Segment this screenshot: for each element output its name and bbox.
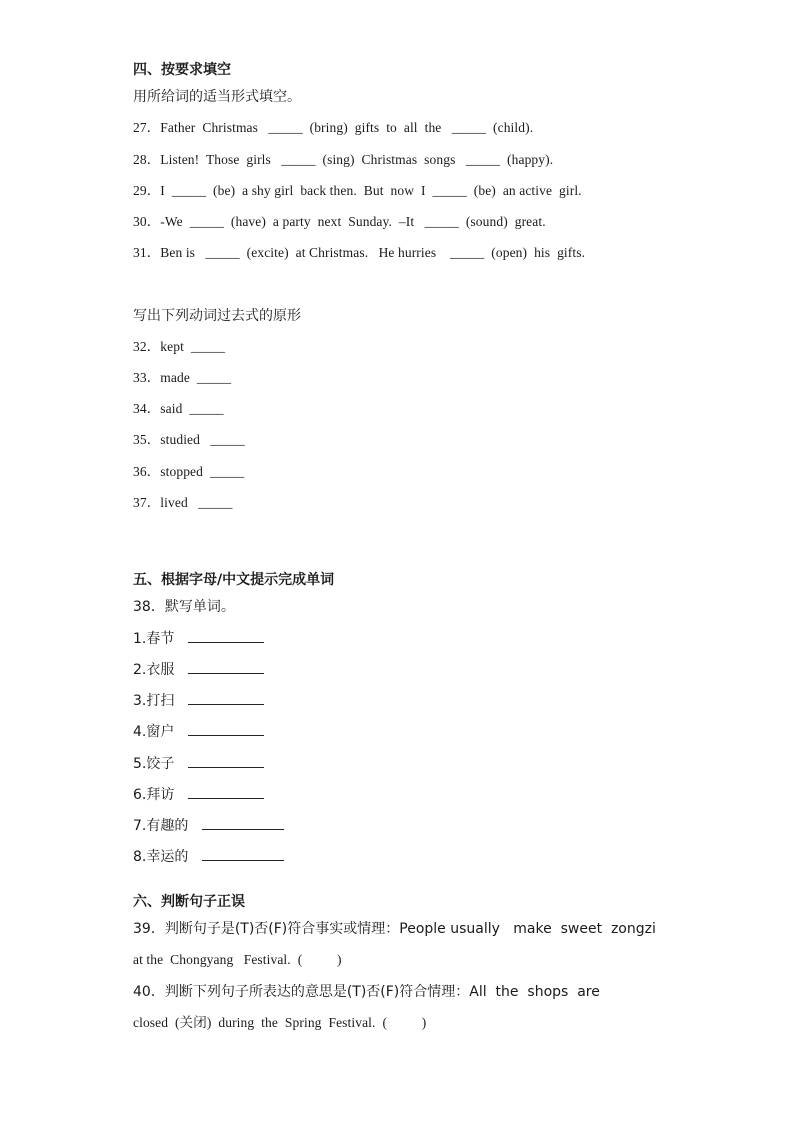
section-4-title: 四、按要求填空 xyxy=(133,62,231,78)
word-item-1 xyxy=(133,629,264,648)
word-label: 4.窗户 xyxy=(133,724,175,740)
question-38: 38．默写单词。 xyxy=(133,599,235,615)
question-35: 35．studied _____ xyxy=(133,432,245,447)
word-item-7 xyxy=(133,816,284,835)
answer-blank xyxy=(188,722,264,736)
word-label: 5.饺子 xyxy=(133,756,175,772)
answer-blank xyxy=(202,816,284,830)
question-40-line-2: closed (关闭) during the Spring Festival. ( ) xyxy=(133,1015,427,1030)
question-34: 34．said _____ xyxy=(133,401,224,416)
question-28: 28．Listen! Those girls _____ (sing) Christmas songs _____ (happy). xyxy=(133,152,554,167)
word-item-5 xyxy=(133,754,264,773)
answer-blank xyxy=(188,691,264,705)
word-label: 2.衣服 xyxy=(133,662,175,678)
answer-blank xyxy=(188,754,264,768)
section-6-title: 六、判断句子正误 xyxy=(133,894,245,910)
word-label: 1.春节 xyxy=(133,631,175,647)
section-4b-instruction: 写出下列动词过去式的原形 xyxy=(133,308,301,324)
word-label: 3.打扫 xyxy=(133,693,175,709)
question-36: 36．stopped _____ xyxy=(133,464,245,479)
word-label: 7.有趣的 xyxy=(133,818,189,834)
question-31: 31．Ben is _____ (excite) at Christmas. He hurries _____ (open) his gifts. xyxy=(133,245,586,260)
answer-blank xyxy=(202,847,284,861)
question-32: 32．kept _____ xyxy=(133,339,226,354)
question-40-line-1: 40．判断下列句子所表达的意思是(T)否(F)符合情理：All the shops are xyxy=(133,984,600,1000)
word-item-4 xyxy=(133,722,264,741)
section-5-title: 五、根据字母/中文提示完成单词 xyxy=(133,572,335,588)
answer-blank xyxy=(188,660,264,674)
question-37: 37．lived _____ xyxy=(133,495,233,510)
word-label: 6.拜访 xyxy=(133,787,175,803)
question-39-line-2: at the Chongyang Festival. ( ) xyxy=(133,952,342,967)
word-item-8 xyxy=(133,847,284,866)
question-30: 30．-We _____ (have) a party next Sunday. –It _____ (sound) great. xyxy=(133,214,546,229)
answer-blank xyxy=(188,785,264,799)
answer-blank xyxy=(188,629,264,643)
question-29: 29．I _____ (be) a shy girl back then. But now I _____ (be) an active girl. xyxy=(133,183,582,198)
question-33: 33．made _____ xyxy=(133,370,232,385)
question-39-line-1: 39．判断句子是(T)否(F)符合事实或情理：People usually make sweet zongzi xyxy=(133,921,656,937)
question-27: 27．Father Christmas _____ (bring) gifts to all the _____ (child). xyxy=(133,120,534,135)
word-item-2 xyxy=(133,660,264,679)
word-item-3 xyxy=(133,691,264,710)
section-4-instruction: 用所给词的适当形式填空。 xyxy=(133,89,301,105)
word-item-6 xyxy=(133,785,264,804)
word-label: 8.幸运的 xyxy=(133,849,189,865)
